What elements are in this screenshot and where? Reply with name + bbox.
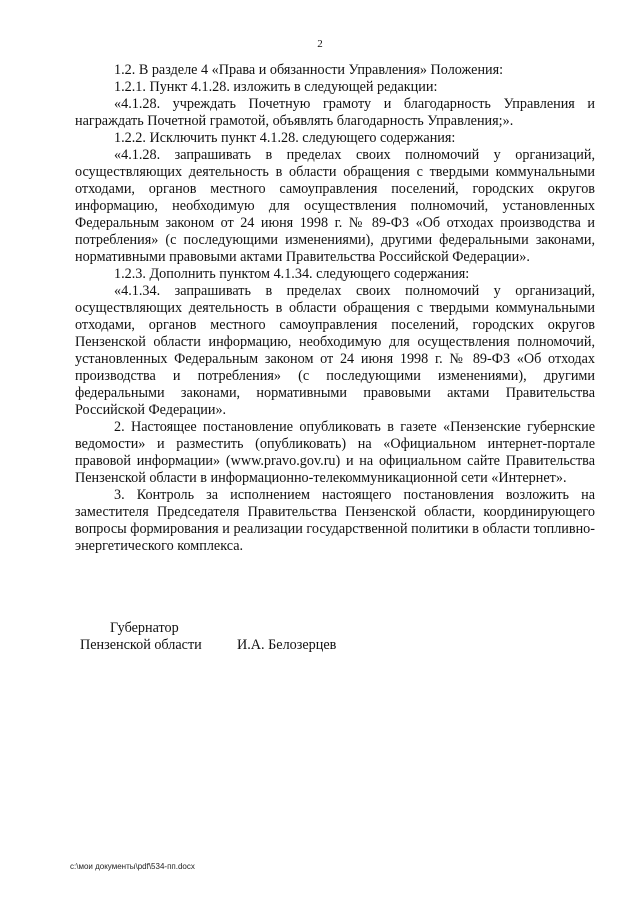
document-body — [75, 62, 595, 555]
paragraph-new-4-1-28: «4.1.28. учреждать Почетную грамоту и благодарность Управления и награждать Почетной грамотой, объявлять благодарность Управления;». — [75, 96, 595, 129]
paragraph-1-2-3: 1.2.3. Дополнить пунктом 4.1.34. следующего содержания: — [114, 266, 470, 282]
paragraph-1-2-2: 1.2.2. Исключить пункт 4.1.28. следующего содержания: — [114, 130, 456, 146]
file-path-footer: c:\мои документы\pdf\534-пп.docx — [70, 862, 195, 871]
signature-title: Губернатор — [110, 620, 179, 636]
paragraph-4-1-34: «4.1.34. запрашивать в пределах своих полномочий у организаций, осуществляющих деятельность в области обращения с твердыми коммунальными отходами, органов местного самоуправления поселений, городских округов Пензенской области информацию, необходимую для осуществления полномочий, установленных Федеральным законом от 24 июня 1998 г. № 89-ФЗ «Об отходах производства и потребления» (с последующими изменениями), другими федеральными законами, нормативными правовыми актами Правительства Российской Федерации». — [75, 283, 595, 418]
paragraph-old-4-1-28: «4.1.28. запрашивать в пределах своих полномочий у организаций, осуществляющих деятельность в области обращения с твердыми коммунальными отходами, органов местного самоуправления поселений, городских округов информацию, необходимую для осуществления полномочий, установленных Федеральным законом от 24 июня 1998 г. № 89-ФЗ «Об отходах производства и потребления» (с последующими изменениями), другими федеральными законами, нормативными правовыми актами Правительства Российской Федерации». — [75, 147, 595, 265]
paragraph-section-1-2: 1.2. В разделе 4 «Права и обязанности Управления» Положения: — [114, 62, 504, 78]
signature-name: И.А. Белозерцев — [237, 637, 337, 653]
signature-region: Пензенской области — [80, 637, 202, 653]
page-number: 2 — [317, 38, 323, 50]
paragraph-publication: 2. Настоящее постановление опубликовать в газете «Пензенские губернские ведомости» и разместить (опубликовать) на «Официальном интернет-портале правовой информации» (www.pravo.gov.ru) и на официальном сайте Правительства Пензенской области в информационно-телекоммуникационной сети «Интернет». — [75, 419, 595, 486]
paragraph-1-2-1: 1.2.1. Пункт 4.1.28. изложить в следующей редакции: — [114, 79, 438, 95]
paragraph-control: 3. Контроль за исполнением настоящего постановления возложить на заместителя Председателя Правительства Пензенской области, координирующего вопросы формирования и реализации государственной политики в области топливно-энергетического комплекса. — [75, 487, 595, 554]
